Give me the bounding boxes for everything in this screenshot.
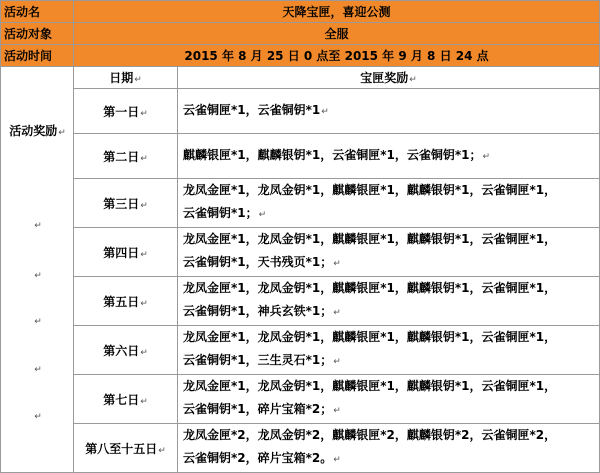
reward-cell: 云雀铜匣*1，云雀铜钥*1↵ <box>178 89 600 134</box>
header-row-target <box>1 23 600 45</box>
return-mark-icon: ↵ <box>333 357 341 367</box>
table-row <box>1 277 600 326</box>
return-mark-icon: ↵ <box>58 128 66 138</box>
rewards-label: 活动奖励 <box>9 124 58 138</box>
return-mark-icon: ↵ <box>140 347 148 358</box>
day-cell: 第二日↵ <box>74 134 178 179</box>
return-mark-icon: ↵ <box>140 153 148 164</box>
table-row <box>1 134 600 179</box>
return-mark-icon: ↵ <box>34 271 42 281</box>
activity-name-value: 天降宝匣，喜迎公测 <box>74 1 600 23</box>
reward-cell: 龙凤金匣*1，龙凤金钥*1，麒麟银匣*1，麒麟银钥*1，云雀铜匣*1， 云雀铜钥*1，碎片宝箱*2；↵ <box>178 375 600 424</box>
return-mark-icon: ↵ <box>34 365 42 375</box>
rewards-label-cell <box>1 67 74 473</box>
table-row <box>1 326 600 375</box>
return-mark-icon: ↵ <box>321 106 329 117</box>
day-cell: 第一日↵ <box>74 89 178 134</box>
return-mark-icon: ↵ <box>34 412 42 422</box>
return-mark-icon: ↵ <box>158 445 166 456</box>
activity-target-label: 活动对象 <box>1 23 74 45</box>
return-mark-icon: ↵ <box>140 396 148 407</box>
header-row-time <box>1 45 600 67</box>
table-row <box>1 228 600 277</box>
return-mark-icon: ↵ <box>482 151 491 162</box>
return-mark-icon: ↵ <box>333 406 341 416</box>
table-row <box>1 375 600 424</box>
day-cell: 第三日↵ <box>74 179 178 228</box>
return-mark-icon: ↵ <box>333 455 341 465</box>
day-cell: 第五日↵ <box>74 277 178 326</box>
day-cell: 第八至十五日↵ <box>74 424 178 473</box>
reward-cell: 龙凤金匣*1，龙凤金钥*1，麒麟银匣*1，麒麟银钥*1，云雀铜匣*1， 云雀铜钥*1，天书残页*1；↵ <box>178 228 600 277</box>
return-mark-icon: ↵ <box>134 75 142 85</box>
return-mark-icon: ↵ <box>34 221 42 231</box>
table-row <box>1 89 600 134</box>
activity-target-value: 全服 <box>74 23 600 45</box>
reward-cell: 龙凤金匣*1，龙凤金钥*1，麒麟银匣*1，麒麟银钥*1，云雀铜匣*1， 云雀铜钥*1，神兵玄铁*1；↵ <box>178 277 600 326</box>
day-cell: 第六日↵ <box>74 326 178 375</box>
return-mark-icon: ↵ <box>140 108 148 119</box>
return-mark-icon: ↵ <box>333 308 341 318</box>
activity-time-value: 2015 年 8 月 25 日 0 点至 2015 年 9 月 8 日 24 点 <box>74 45 600 67</box>
day-cell: 第七日↵ <box>74 375 178 424</box>
return-mark-icon: ↵ <box>140 298 148 309</box>
header-row-name <box>1 1 600 23</box>
activity-name-label: 活动名 <box>1 1 74 23</box>
return-mark-icon: ↵ <box>258 210 267 220</box>
return-mark-icon: ↵ <box>140 249 148 260</box>
return-mark-icon: ↵ <box>34 317 42 327</box>
day-column-header: 日期↵ <box>74 67 178 89</box>
table-row <box>1 424 600 473</box>
reward-cell: 龙凤金匣*1，龙凤金钥*1，麒麟银匣*1，麒麟银钥*1，云雀铜匣*1， 云雀铜钥*1；↵ <box>178 179 600 228</box>
table-row <box>1 179 600 228</box>
return-mark-icon: ↵ <box>333 259 341 269</box>
day-cell: 第四日↵ <box>74 228 178 277</box>
reward-cell: 龙凤金匣*2，龙凤金钥*2，麒麟银匣*2，麒麟银钥*2，云雀铜匣*2， 云雀铜钥*2，碎片宝箱*2。↵ <box>178 424 600 473</box>
reward-cell: 龙凤金匣*1，龙凤金钥*1，麒麟银匣*1，麒麟银钥*1，云雀铜匣*1， 云雀铜钥*1，三生灵石*1；↵ <box>178 326 600 375</box>
reward-cell: 麒麟银匣*1，麒麟银钥*1，云雀铜匣*1，云雀铜钥*1；↵ <box>178 134 600 179</box>
column-header-row <box>1 67 600 89</box>
activity-time-label: 活动时间 <box>1 45 74 67</box>
return-mark-icon: ↵ <box>140 200 148 211</box>
reward-column-header: 宝匣奖励↵ <box>178 67 600 89</box>
return-mark-icon: ↵ <box>409 75 417 85</box>
